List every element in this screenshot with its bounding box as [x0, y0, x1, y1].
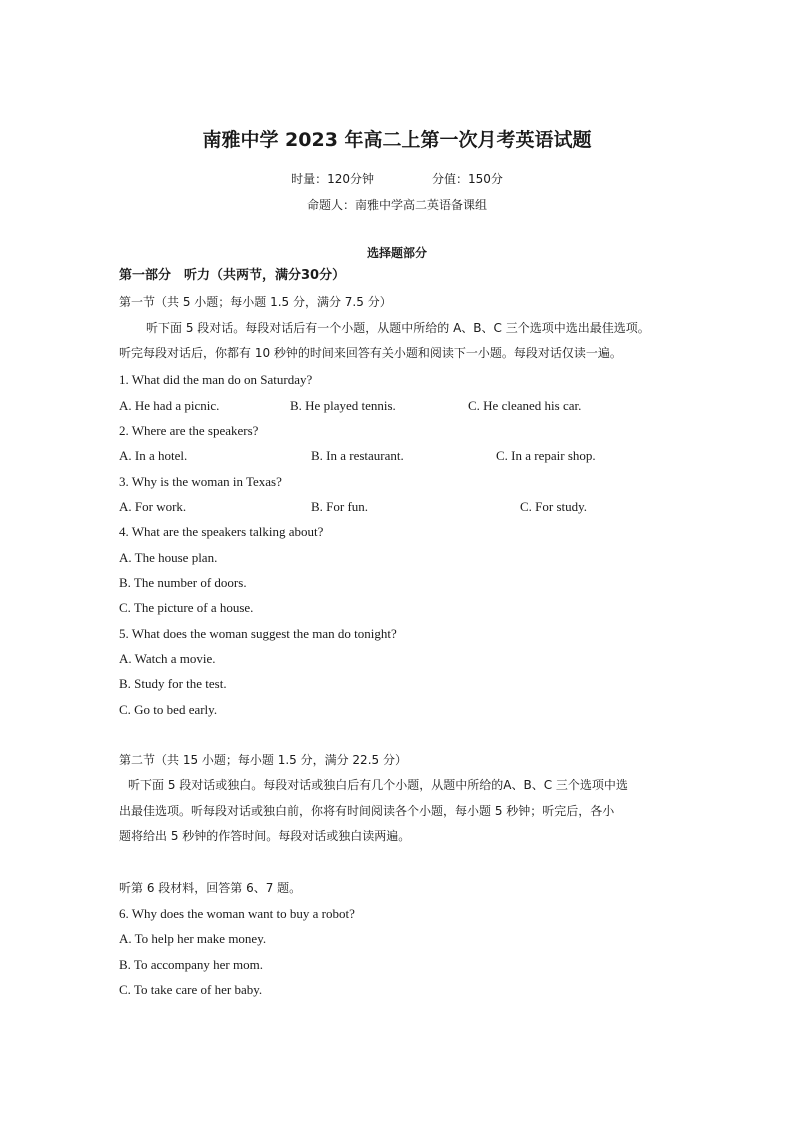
exam-score: 分值：150分 [432, 172, 503, 186]
question-5: 5. What does the woman suggest the man do tonight? [119, 626, 397, 641]
q1-option-b: B. He played tennis. [290, 398, 396, 413]
q6-option-c: C. To take care of her baby. [119, 982, 263, 997]
exam-title: 南雅中学 2023 年高二上第一次月考英语试题 [202, 129, 592, 151]
question-4: 4. What are the speakers talking about? [119, 524, 324, 539]
part1-heading: 第一部分 听力（共两节，满分30分） [119, 268, 346, 283]
q1-option-a: A. He had a picnic. [119, 398, 220, 413]
q3-option-a: A. For work. [119, 499, 187, 514]
exam-time: 时量：120分钟 [291, 172, 374, 186]
sec2-heading: 第二节（共 15 小题；每小题 1.5 分，满分 22.5 分） [119, 753, 407, 767]
question-3: 3. Why is the woman in Texas? [119, 474, 282, 489]
q2-option-a: A. In a hotel. [119, 448, 188, 463]
q4-option-b: B. The number of doors. [119, 575, 247, 590]
q2-option-c: C. In a repair shop. [496, 448, 596, 463]
question-6: 6. Why does the woman want to buy a robot? [119, 906, 355, 921]
q6-option-b: B. To accompany her mom. [119, 957, 263, 972]
question-1: 1. What did the man do on Saturday? [119, 372, 313, 387]
sec1-heading: 第一节（共 5 小题；每小题 1.5 分，满分 7.5 分） [119, 295, 392, 309]
sec1-instruction-2: 听完每段对话后，你都有 10 秒钟的时间来回答有关小题和阅读下一小题。每段对话仅读一遍。 [119, 346, 622, 360]
sec2-instruction-2: 出最佳选项。听每段对话或独白前，你将有时间阅读各个小题，每小题 5 秒钟；听完后，各小 [119, 804, 615, 818]
sec2-instruction-3: 题将给出 5 秒钟的作答时间。每段对话或独白读两遍。 [119, 829, 411, 843]
q1-option-c: C. He cleaned his car. [468, 398, 582, 413]
q3-option-c: C. For study. [520, 499, 588, 514]
q5-option-c: C. Go to bed early. [119, 702, 218, 717]
sec2-instruction-1: 听下面 5 段对话或独白。每段对话或独白后有几个小题，从题中所给的A、B、C 三个选项中选 [128, 778, 628, 792]
sec1-instruction-1: 听下面 5 段对话。每段对话后有一个小题，从题中所给的 A、B、C 三个选项中选出最佳选项。 [146, 321, 650, 335]
q2-option-b: B. In a restaurant. [311, 448, 404, 463]
q5-option-b: B. Study for the test. [119, 676, 227, 691]
material-note: 听第 6 段材料，回答第 6、7 题。 [119, 881, 302, 895]
question-2: 2. Where are the speakers? [119, 423, 259, 438]
q4-option-a: A. The house plan. [119, 550, 218, 565]
q5-option-a: A. Watch a movie. [119, 651, 216, 666]
exam-author: 命题人：南雅中学高二英语备课组 [306, 198, 487, 212]
exam-meta-line [0, 171, 794, 187]
q3-option-b: B. For fun. [311, 499, 369, 514]
section-heading: 选择题部分 [366, 246, 427, 260]
q4-option-c: C. The picture of a house. [119, 600, 254, 615]
q6-option-a: A. To help her make money. [119, 931, 267, 946]
